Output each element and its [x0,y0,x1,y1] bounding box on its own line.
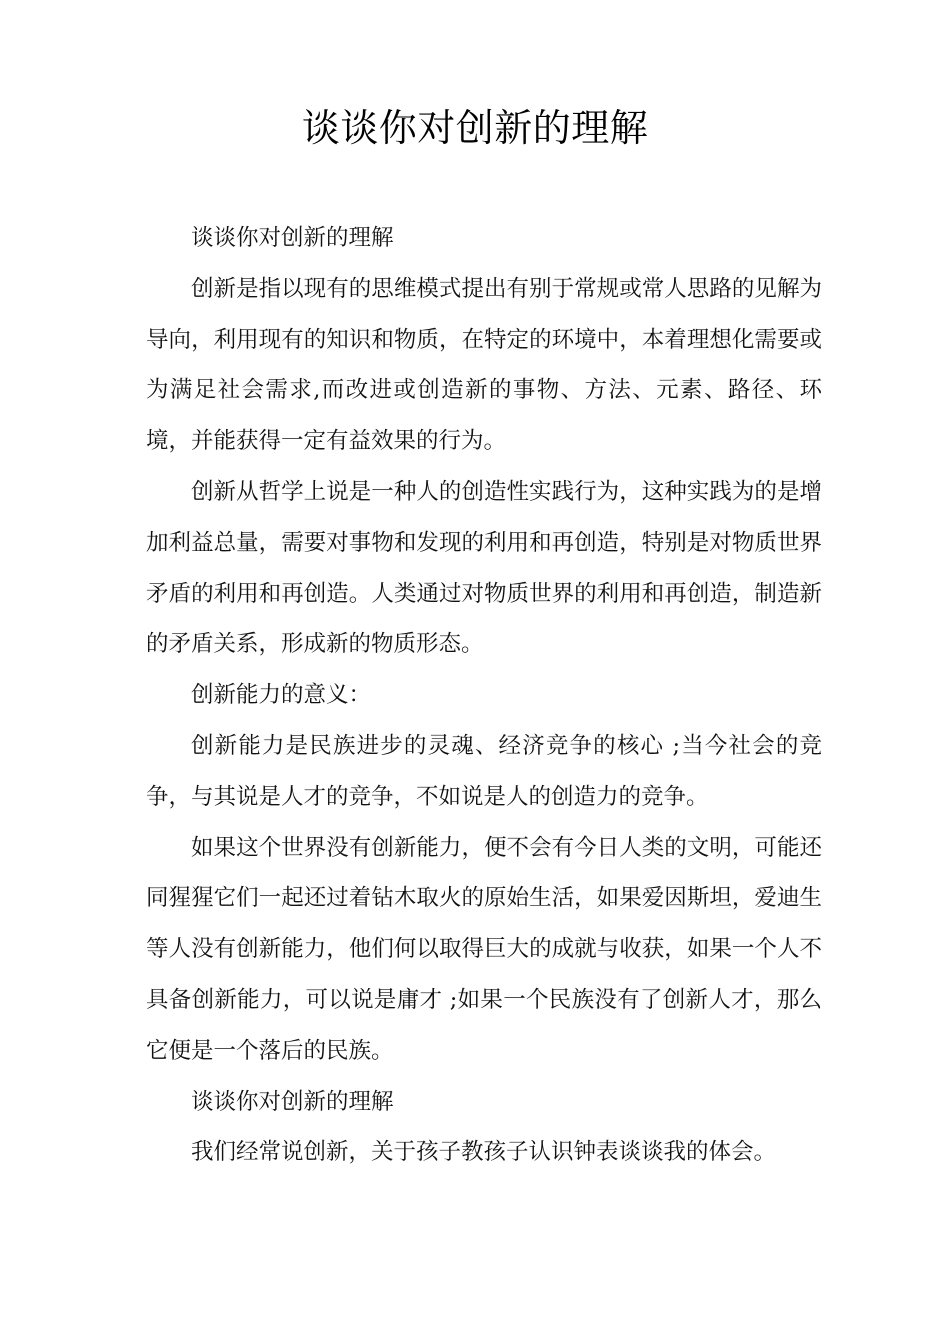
paragraph-examples: 如果这个世界没有创新能力，便不会有今日人类的文明，可能还同猩猩它们一起还过着钻木取火的原始生活，如果爱因斯坦，爱迪生等人没有创新能力，他们何以取得巨大的成就与收获，如果一个人不具备创新能力，可以说是庸才 ;如果一个民族没有了创新人才，那么它便是一个落后的民族。 [146,834,822,1064]
document-body [146,213,822,1178]
paragraph-heading-1: 谈谈你对创新的理解 [191,225,394,251]
document-title: 谈谈你对创新的理解 [301,106,649,150]
paragraph-significance: 创新能力是民族进步的灵魂、经济竞争的核心 ;当今社会的竞争，与其说是人才的竞争，不如说是人的创造力的竞争。 [146,732,822,810]
paragraph-definition: 创新是指以现有的思维模式提出有别于常规或常人思路的见解为导向，利用现有的知识和物质，在特定的环境中，本着理想化需要或为满足社会需求,而改进或创造新的事物、方法、元素、路径、环境，并能获得一定有益效果的行为。 [146,275,822,455]
paragraph-philosophy: 创新从哲学上说是一种人的创造性实践行为，这种实践为的是增加利益总量，需要对事物和发现的利用和再创造，特别是对物质世界矛盾的利用和再创造。人类通过对物质世界的利用和再创造，制造新的矛盾关系，形成新的物质形态。 [146,478,822,658]
paragraph-clock-intro: 我们经常说创新，关于孩子教孩子认识钟表谈谈我的体会。 [191,1139,777,1166]
paragraph-heading-2: 谈谈你对创新的理解 [191,1088,394,1115]
paragraph-subheading-significance: 创新能力的意义： [191,682,372,709]
